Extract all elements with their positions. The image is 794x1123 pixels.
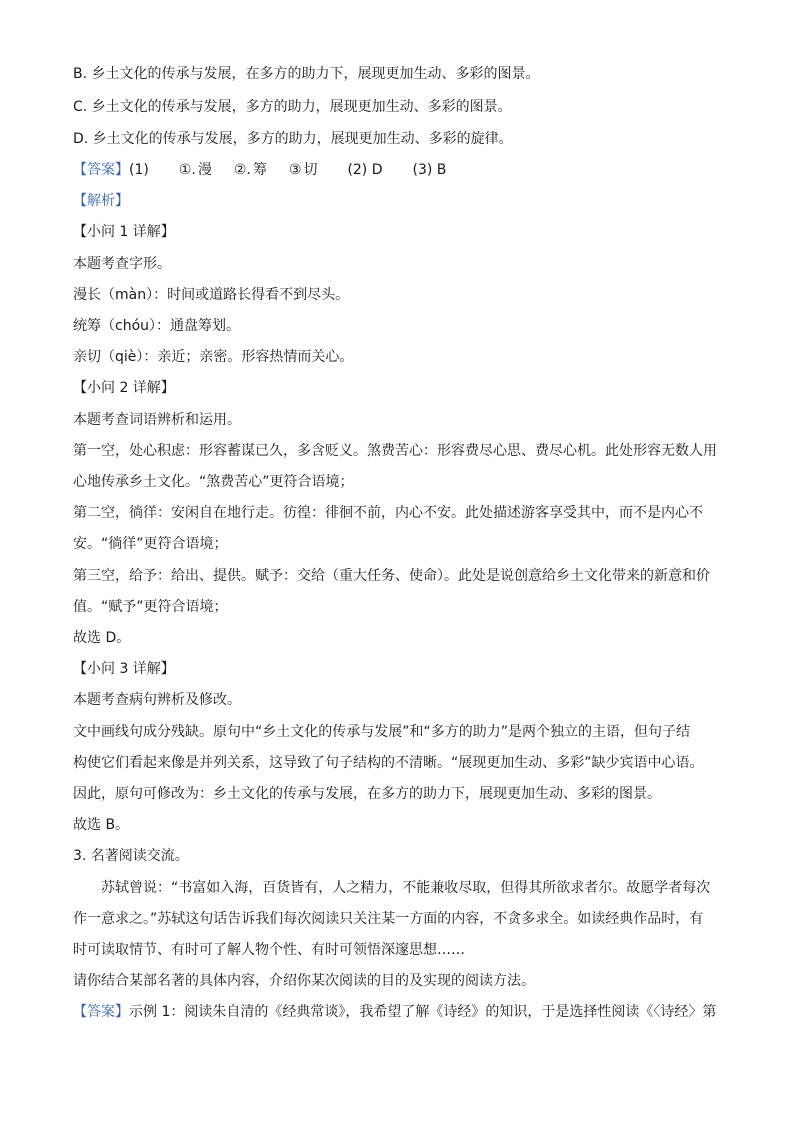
q2-line: 第一空，处心积虑：形容蓄谋已久，多含贬义。煞费苦心：形容费尽心思、费尽心机。此处形容无数人用 bbox=[73, 443, 717, 459]
answer-2-number: ②. bbox=[233, 162, 251, 178]
q3-line: 因此，原句可修改为：乡土文化的传承与发展，在多方的助力下，展现更加生动、多彩的图景。 bbox=[73, 786, 661, 802]
q2-line: 心地传承乡土文化。“煞费苦心”更符合语境； bbox=[73, 474, 354, 490]
q2-line: 第二空，徜徉：安闲自在地行走。彷徨：徘徊不前，内心不安。此处描述游客享受其中，而不是内心不 bbox=[73, 505, 703, 521]
analysis-label: 【解析】 bbox=[73, 193, 129, 209]
answer-line bbox=[73, 160, 733, 180]
answer-1: 漫 bbox=[197, 162, 212, 178]
question-3-title: 3. 名著阅读交流。 bbox=[73, 848, 189, 864]
q1-line: 统筹（chóu）：通盘筹划。 bbox=[73, 318, 241, 334]
answer-text: 示例 1：阅读朱自清的《经典常谈》，我希望了解《诗经》的知识，于是选择性阅读《〈诗经〉第 bbox=[129, 1004, 717, 1020]
question-3-paragraph: 作一意求之。”苏轼这句话告诉我们每次阅读只关注某一方面的内容，不贪多求全。如读经典作品时，有 bbox=[73, 911, 704, 927]
answer-3-number: ③ bbox=[288, 162, 302, 178]
q2-line: 第三空，给予：给出、提供。赋予：交给（重大任务、使命）。此处是说创意给乡土文化带来的新意和价 bbox=[73, 568, 710, 584]
answer-part2: (2) D bbox=[347, 162, 383, 178]
answer-label: 【答案】 bbox=[73, 162, 129, 178]
q2-line: 值。“赋予”更符合语境； bbox=[73, 599, 228, 615]
option-c: C. 乡土文化的传承与发展，多方的助力，展现更加生动、多彩的图景。 bbox=[73, 99, 512, 115]
q1-line: 亲切（qiè）：亲近；亲密。形容热情而关心。 bbox=[73, 349, 354, 365]
question-3-prompt: 请你结合某部名著的具体内容，介绍你某次阅读的目的及实现的阅读方法。 bbox=[73, 973, 535, 989]
q3-line: 构使它们看起来像是并列关系，这导致了句子结构的不清晰。“展现更加生动、多彩”缺少宾语中心语。 bbox=[73, 755, 704, 771]
q2-line: 本题考查词语辨析和运用。 bbox=[73, 412, 241, 428]
q1-line: 漫长（màn）：时间或道路长得看不到尽头。 bbox=[73, 287, 350, 303]
question-3-paragraph: 时可读取情节、有时可了解人物个性、有时可领悟深邃思想…… bbox=[73, 942, 465, 958]
answer-2: 筹 bbox=[252, 162, 267, 178]
answer-3: 切 bbox=[303, 162, 318, 178]
option-b: B. 乡土文化的传承与发展，在多方的助力下，展现更加生动、多彩的图景。 bbox=[73, 66, 540, 82]
q2-line: 故选 D。 bbox=[73, 630, 131, 646]
q3-line: 本题考查病句辨析及修改。 bbox=[73, 692, 241, 708]
question-3-answer bbox=[73, 1002, 733, 1022]
answer-part3: (3) B bbox=[412, 162, 447, 178]
q3-line: 故选 B。 bbox=[73, 817, 130, 833]
q2-heading: 【小问 2 详解】 bbox=[73, 380, 175, 396]
question-3-paragraph: 苏轼曾说：“书富如入海，百货皆有，人之精力，不能兼收尽取，但得其所欲求者尔。故愿学者每次 bbox=[101, 880, 711, 896]
answer-label: 【答案】 bbox=[73, 1004, 129, 1020]
q2-line: 安。“徜徉”更符合语境； bbox=[73, 536, 228, 552]
option-d: D. 乡土文化的传承与发展，多方的助力，展现更加生动、多彩的旋律。 bbox=[73, 131, 513, 147]
q3-heading: 【小问 3 详解】 bbox=[73, 661, 175, 677]
answer-1-number: ①. bbox=[178, 162, 196, 178]
q1-line: 本题考查字形。 bbox=[73, 256, 171, 272]
q3-line: 文中画线句成分残缺。原句中“乡土文化的传承与发展”和“多方的助力”是两个独立的主语，但句子结 bbox=[73, 724, 691, 740]
q1-heading: 【小问 1 详解】 bbox=[73, 224, 175, 240]
answer-part1: (1) bbox=[129, 162, 149, 178]
